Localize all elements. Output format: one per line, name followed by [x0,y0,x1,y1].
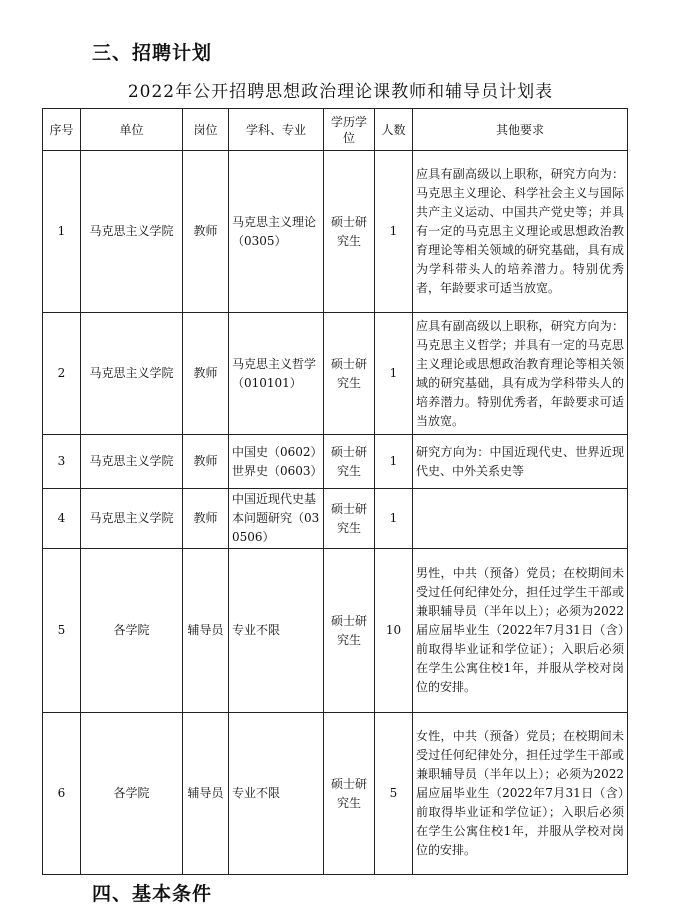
cell-count: 5 [375,713,413,875]
cell-index: 6 [43,713,81,875]
cell-unit: 马克思主义学院 [81,151,183,313]
cell-count: 1 [375,151,413,313]
cell-index: 2 [43,313,81,435]
cell-major: 马克思主义哲学（010101） [229,313,324,435]
table-header-row [43,109,628,151]
cell-other-requirements [413,489,628,549]
header-unit: 单位 [81,109,183,151]
header-index: 序号 [43,109,81,151]
table-row [43,435,628,489]
table-row [43,713,628,875]
cell-degree: 硕士研究生 [324,151,375,313]
table-title: 2022年公开招聘思想政治理论课教师和辅导员计划表 [127,82,554,102]
cell-index: 4 [43,489,81,549]
cell-other-requirements: 应具有副高级以上职称，研究方向为：马克思主义哲学；并具有一定的马克思主义理论或思想政治教育理论等相关领域的研究基础，具有成为学科带头人的培养潜力。特别优秀者，年龄要求可适当放宽。 [413,313,628,435]
cell-index: 3 [43,435,81,489]
table-row [43,489,628,549]
section-heading-basic-conditions: 四、基本条件 [92,883,213,905]
cell-major: 专业不限 [229,713,324,875]
cell-position: 辅导员 [183,713,229,875]
cell-degree: 硕士研究生 [324,489,375,549]
cell-index: 1 [43,151,81,313]
section-heading-recruitment-plan: 三、招聘计划 [92,42,213,64]
header-count: 人数 [375,109,413,151]
cell-position: 教师 [183,489,229,549]
cell-unit: 各学院 [81,549,183,713]
header-major: 学科、专业 [229,109,324,151]
cell-other-requirements: 应具有副高级以上职称，研究方向为：马克思主义理论、科学社会主义与国际共产主义运动、中国共产党史等；并具有一定的马克思主义理论或思想政治教育理论等相关领域的研究基础，具有成为学科带头人的培养潜力。特别优秀者，年龄要求可适当放宽。 [413,151,628,313]
cell-position: 教师 [183,151,229,313]
cell-unit: 马克思主义学院 [81,489,183,549]
header-position: 岗位 [183,109,229,151]
cell-index: 5 [43,549,81,713]
cell-unit: 马克思主义学院 [81,313,183,435]
cell-other-requirements: 女性，中共（预备）党员；在校期间未受过任何纪律处分，担任过学生干部或兼职辅导员（半年以上）；必须为2022届应届毕业生（2022年7月31日（含）前取得毕业证和学位证）；入职后必须在学生公寓住校1年，并服从学校对岗位的安排。 [413,713,628,875]
cell-degree: 硕士研究生 [324,549,375,713]
cell-position: 辅导员 [183,549,229,713]
header-degree: 学历学位 [324,109,375,151]
table-row [43,549,628,713]
recruitment-plan-table [42,108,628,875]
cell-count: 1 [375,435,413,489]
cell-degree: 硕士研究生 [324,435,375,489]
cell-major: 专业不限 [229,549,324,713]
cell-count: 1 [375,313,413,435]
cell-major: 马克思主义理论（0305） [229,151,324,313]
cell-degree: 硕士研究生 [324,713,375,875]
cell-other-requirements: 男性，中共（预备）党员；在校期间未受过任何纪律处分，担任过学生干部或兼职辅导员（半年以上）；必须为2022届应届毕业生（2022年7月31日（含）前取得毕业证和学位证）；入职后必须在学生公寓住校1年，并服从学校对岗位的安排。 [413,549,628,713]
cell-position: 教师 [183,313,229,435]
header-other-requirements: 其他要求 [413,109,628,151]
cell-degree: 硕士研究生 [324,313,375,435]
cell-major: 中国近现代史基本问题研究（030506） [229,489,324,549]
cell-other-requirements: 研究方向为：中国近现代史、世界近现代史、中外关系史等 [413,435,628,489]
table-row [43,313,628,435]
cell-position: 教师 [183,435,229,489]
cell-unit: 马克思主义学院 [81,435,183,489]
table-row [43,151,628,313]
cell-count: 10 [375,549,413,713]
cell-major: 中国史（0602）世界史（0603） [229,435,324,489]
cell-unit: 各学院 [81,713,183,875]
cell-count: 1 [375,489,413,549]
